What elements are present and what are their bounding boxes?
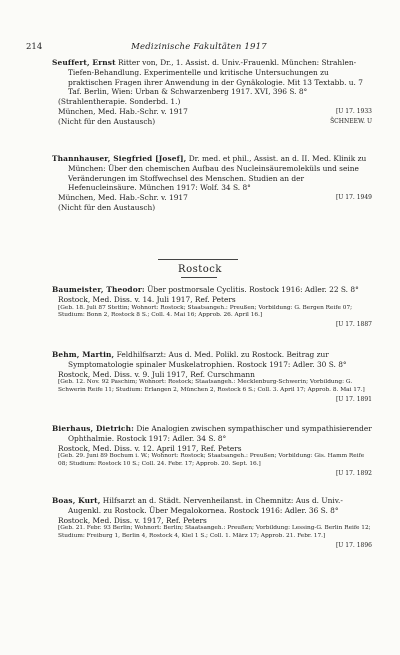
entry-description: Über postmorsale Cyclitis. Rostock 1916: Adler. 22 S. 8° — [147, 285, 359, 294]
thesis-info: Rostock, Med. Diss. v. 1917, Ref. Peters — [58, 515, 207, 525]
author-name: Seuffert, Ernst — [52, 58, 116, 67]
exchange-note: (Nicht für den Austausch) — [58, 116, 156, 126]
entry-description: Hilfsarzt an d. Städt. Nervenheilanst. in Chemnitz: Aus d. Univ.-Augenkl. zu Rostock. Über Megalokornea. Rostock 1916: Adler. 36 S. 8° — [68, 496, 343, 515]
shelf-mark: [U 17. 1896 — [335, 541, 372, 549]
vita-note: [Geb. 21. Febr. 93 Berlin; Wohnort: Berlin; Staatsangeh.: Preußen; Vorbildung: Lessing-G. Berlin Reife 12; Studium: Freiburg 1, Berlin 4, Rostock 4, Kiel 1 S.; Coll. 1. März 17; Approb. 21. Febr. 17.] — [58, 525, 371, 539]
thesis-info: München, Med. Hab.-Schr. v. 1917 — [58, 106, 188, 116]
author-name: Boas, Kurt, — [52, 496, 101, 505]
vita-note: [Geb. 29. Juni 89 Bochum i. W.; Wohnort: Rostock; Staatsangeh.: Preußen; Vorbildung: Gis. Hamm Reife 08; Studium: Rostock 10 S.; Coll. 24. Febr. 17; Approb. 20. Sept. 16.] — [58, 453, 365, 467]
page-number: 214 — [26, 42, 43, 52]
shelf-mark: [U 17. 1892 — [335, 469, 372, 477]
entry-text — [52, 285, 372, 295]
thesis-info: Rostock, Med. Diss. v. 12. April 1917, Ref. Peters — [58, 443, 242, 453]
bibliography-entry — [52, 424, 372, 478]
thesis-info: Rostock, Med. Diss. v. 9. Juli 1917, Ref. Curschmann — [58, 369, 255, 379]
section-heading-underline — [181, 277, 217, 278]
thesis-line — [52, 193, 372, 203]
exchange-note: (Nicht für den Austausch) — [58, 202, 156, 212]
author-name: Baumeister, Theodor: — [52, 285, 145, 294]
entry-text — [52, 154, 372, 193]
entry-text — [52, 58, 372, 97]
shelf-mark-row — [52, 395, 372, 405]
entry-description: Dr. med. et phil., Assist. an d. II. Med. Klinik zu München: Über den chemischen Aufbau des Nucleinsäuremoleküls und seine Veränderungen im Stoffwechsel des Menschen. Studien an der Hefenucleinsäure. München 1917: Wolf. 34 S. 8° — [68, 154, 367, 193]
thesis-info: Rostock, Med. Diss. v. 14. Juli 1917, Ref. Peters — [58, 294, 236, 304]
series-note: (Strahlentherapie. Sonderbd. 1.) — [58, 97, 181, 107]
entry-text — [52, 350, 372, 370]
exchange-line — [52, 117, 372, 127]
shelf-mark-secondary: ŠCHNEEW. U — [330, 117, 372, 125]
bibliography-entry — [52, 285, 372, 330]
entry-description: Die Analogien zwischen sympathischer und sympathisierender Ophthalmie. Rostock 1917: Adler. 34 S. 8° — [68, 424, 372, 443]
entry-description: Ritter von, Dr., 1. Assist. d. Univ.-Frauenkl. München: Strahlen-Tiefen-Behandlung. Experimentelle und kritische Untersuchungen zu praktischen Fragen ihrer Anwendung in der Gynäkologie. Mit 13 Textabb. u. 7 Taf. Berlin, Wien: Urban & Schwarzenberg 1917. XVI, 396 S. 8° — [68, 58, 363, 97]
shelf-mark-row — [52, 541, 372, 551]
vita-note: [Geb. 18. Juli 87 Stettin; Wohnort: Rostock; Staatsangeh.: Preußen; Vorbildung: G. Bergen Reife 07; Studium: Bonn 2, Rostock 8 S.; Coll. 4. Mai 16; Approb. 26. April 16.] — [58, 304, 353, 319]
entry-description: Feldhilfsarzt: Aus d. Med. Polikl. zu Rostock. Beitrag zur Symptomatologie spinaler Muskelatrophien. Rostock 1917: Adler. 30 S. 8° — [68, 350, 347, 369]
running-title: Medizinische Fakultäten 1917 — [131, 42, 267, 52]
author-name: Behm, Martin, — [52, 350, 115, 359]
author-name: Bierhaus, Dietrich: — [52, 424, 134, 433]
shelf-mark: [U 17. 1887 — [335, 320, 372, 328]
author-name: Thannhauser, Siegfried [Josef], — [52, 154, 187, 163]
bibliography-entry — [52, 496, 372, 550]
bibliography-entry — [52, 154, 372, 213]
vita-note: [Geb. 12. Nov. 92 Paschim; Wohnort: Rostock; Staatsangeh.: Mecklenburg-Schwerin; Vorbildung: G. Schwerin Reife 11; Studium: Erlangen 2, München 2, Rostock 6 S.; Coll. 3. April 17; Approb. 8. Mai 17.] — [58, 379, 365, 393]
thesis-line — [52, 107, 372, 117]
bibliography-entry — [52, 350, 372, 404]
shelf-mark-row — [52, 469, 372, 479]
bibliography-entry — [52, 58, 372, 127]
thesis-info: München, Med. Hab.-Schr. v. 1917 — [58, 193, 188, 203]
section-divider — [158, 259, 238, 260]
section-heading: Rostock — [178, 264, 222, 275]
entry-text — [52, 424, 372, 444]
shelf-mark-row — [52, 320, 372, 330]
shelf-mark: [U 17. 1949 — [335, 194, 372, 202]
entry-text — [52, 496, 372, 516]
shelf-mark: [U 17. 1933 — [335, 107, 372, 115]
shelf-mark: [U 17. 1891 — [335, 395, 372, 403]
